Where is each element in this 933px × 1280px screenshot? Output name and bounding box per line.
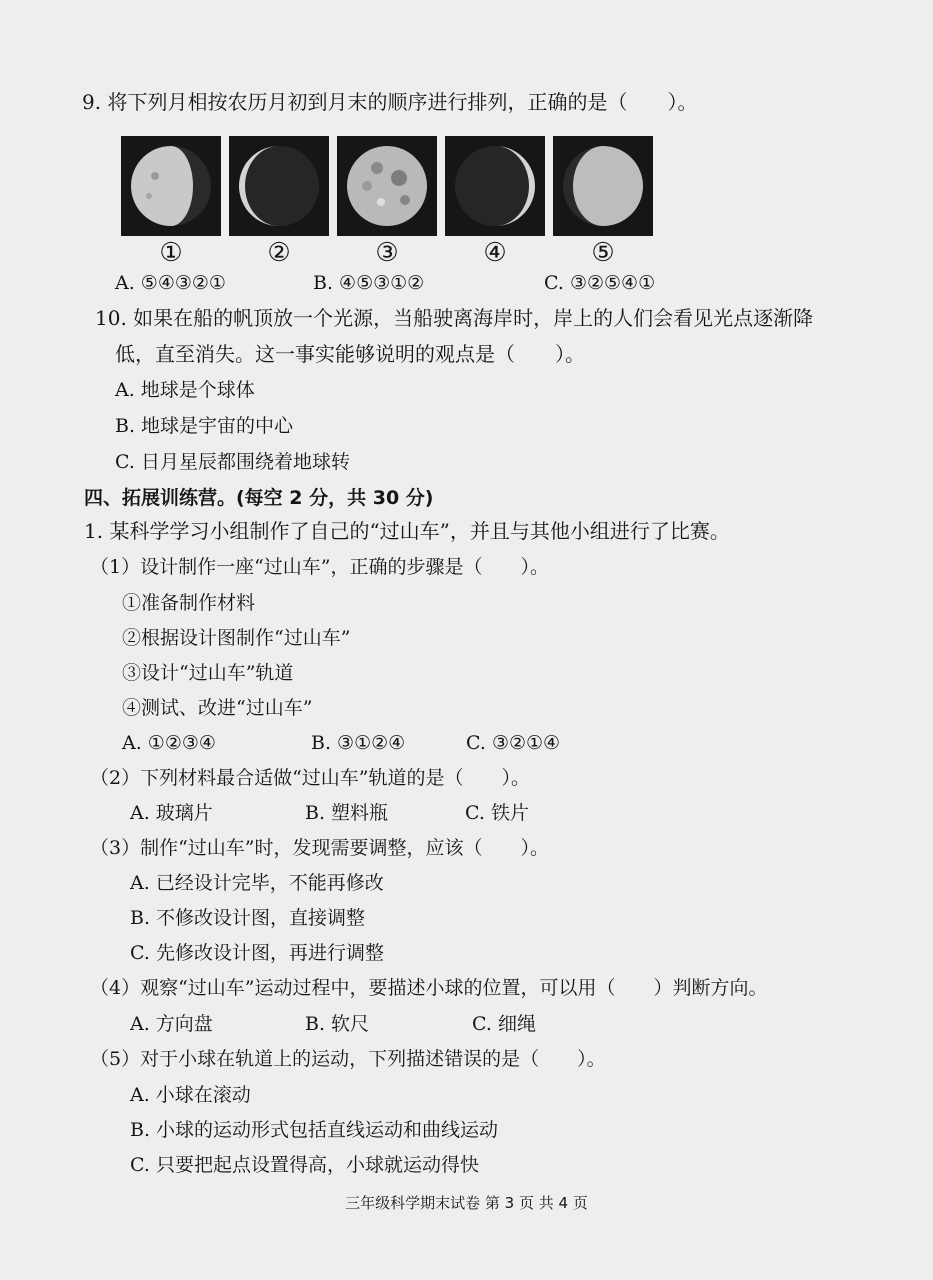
full-moon-icon	[337, 136, 437, 236]
sub1-step-4: ④测试、改进“过山车”	[122, 697, 313, 719]
sub1-option-c: C. ③②①④	[466, 732, 561, 754]
sub3-stem: （3）制作“过山车”时，发现需要调整，应该（ ）。	[90, 837, 550, 859]
moon-label-4: ④	[483, 238, 507, 268]
moon-label-1: ①	[159, 238, 183, 268]
sub1-step-1: ①准备制作材料	[122, 592, 256, 614]
q10-stem-line2: 低，直至消失。这一事实能够说明的观点是（ ）。	[115, 342, 585, 366]
sub5-option-b: B. 小球的运动形式包括直线运动和曲线运动	[130, 1119, 499, 1141]
sub2-option-c: C. 铁片	[465, 802, 529, 824]
q10-option-c: C. 日月星辰都围绕着地球转	[115, 451, 350, 473]
sub4-option-b: B. 软尺	[305, 1013, 370, 1035]
q9-option-b: B. ④⑤③①②	[313, 272, 425, 294]
q10-stem-line1: 10. 如果在船的帆顶放一个光源，当船驶离海岸时，岸上的人们会看见光点逐渐降	[95, 306, 814, 330]
q9-option-a: A. ⑤④③②①	[115, 272, 226, 294]
sub5-option-c: C. 只要把起点设置得高，小球就运动得快	[130, 1154, 479, 1176]
sub2-option-b: B. 塑料瓶	[305, 802, 389, 824]
q9-stem: 9. 将下列月相按农历月初到月末的顺序进行排列，正确的是（ ）。	[82, 90, 698, 114]
sub3-option-a: A. 已经设计完毕，不能再修改	[130, 872, 384, 894]
waxing-gibbous-moon-icon	[553, 136, 653, 236]
sub4-stem: （4）观察“过山车”运动过程中，要描述小球的位置，可以用（ ）判断方向。	[90, 977, 768, 999]
sub4-option-c: C. 细绳	[472, 1013, 536, 1035]
sub3-option-b: B. 不修改设计图，直接调整	[130, 907, 366, 929]
q10-option-b: B. 地球是宇宙的中心	[115, 415, 294, 437]
waning-crescent-moon-icon	[229, 136, 329, 236]
q9-option-c: C. ③②⑤④①	[544, 272, 656, 294]
moon-label-2: ②	[267, 238, 291, 268]
sub5-option-a: A. 小球在滚动	[130, 1084, 251, 1106]
waning-gibbous-moon-icon	[121, 136, 221, 236]
sub5-stem: （5）对于小球在轨道上的运动，下列描述错误的是（ ）。	[90, 1048, 606, 1070]
sub1-option-b: B. ③①②④	[311, 732, 406, 754]
section-4-title: 四、拓展训练营。(每空 2 分，共 30 分)	[84, 487, 434, 509]
sub1-step-2: ②根据设计图制作“过山车”	[122, 627, 351, 649]
sub4-option-a: A. 方向盘	[130, 1013, 213, 1035]
sub3-option-c: C. 先修改设计图，再进行调整	[130, 942, 384, 964]
sub1-option-a: A. ①②③④	[122, 732, 216, 754]
sub1-step-3: ③设计“过山车”轨道	[122, 662, 294, 684]
moon-label-3: ③	[375, 238, 399, 268]
page-footer: 三年级科学期末试卷 第 3 页 共 4 页	[345, 1194, 588, 1212]
sub2-stem: （2）下列材料最合适做“过山车”轨道的是（ ）。	[90, 767, 531, 789]
q10-option-a: A. 地球是个球体	[115, 379, 255, 401]
sub2-option-a: A. 玻璃片	[130, 802, 213, 824]
moon-label-5: ⑤	[591, 238, 615, 268]
sub1-stem: （1）设计制作一座“过山车”，正确的步骤是（ ）。	[90, 556, 550, 578]
section-4-q1-intro: 1. 某科学学习小组制作了自己的“过山车”，并且与其他小组进行了比赛。	[84, 519, 730, 543]
waxing-crescent-moon-icon	[445, 136, 545, 236]
